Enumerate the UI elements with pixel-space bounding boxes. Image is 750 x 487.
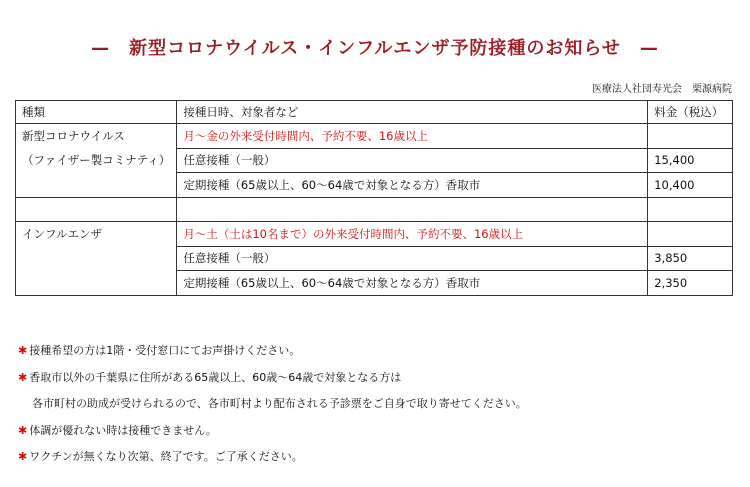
spacer-cell — [16, 197, 177, 222]
flu-routine-price: 2,350 — [648, 271, 733, 296]
note-item — [18, 444, 527, 471]
spacer-cell — [648, 197, 733, 222]
covid-optional-label: 任意接種（一般） — [177, 148, 648, 173]
header-price: 料金（税込） — [648, 101, 733, 124]
notes-section — [18, 338, 527, 471]
covid-schedule: 月～金の外来受付時間内、予約不要、16歳以上 — [177, 124, 648, 149]
table-header-row — [16, 101, 733, 124]
flu-optional-price: 3,850 — [648, 246, 733, 271]
flu-optional-label: 任意接種（一般） — [177, 246, 648, 271]
covid-routine-label: 定期接種（65歳以上、60～64歳で対象となる方）香取市 — [177, 173, 648, 198]
spacer-cell — [177, 197, 648, 222]
covid-type-blank — [16, 173, 177, 198]
table-row — [16, 124, 733, 149]
flu-type-label: インフルエンザ — [16, 222, 177, 247]
note-item — [18, 418, 527, 445]
note-text: 香取市以外の千葉県に住所がある65歳以上、60歳～64歳で対象となる方は — [29, 370, 402, 384]
covid-schedule-price — [648, 124, 733, 149]
header-details: 接種日時、対象者など — [177, 101, 648, 124]
organization-name: 医療法人社団寿光会 栗源病院 — [592, 84, 732, 95]
flu-schedule: 月～土（土は10名まで）の外来受付時間内、予約不要、16歳以上 — [177, 222, 648, 247]
asterisk-icon: ✱ — [18, 423, 28, 437]
covid-optional-price: 15,400 — [648, 148, 733, 173]
flu-type-blank — [16, 246, 177, 271]
asterisk-icon: ✱ — [18, 370, 28, 384]
note-text: 接種希望の方は1階・受付窓口にてお声掛けください。 — [29, 344, 301, 357]
header-type: 種類 — [16, 101, 177, 124]
covid-type-sublabel: （ファイザー製コミナティ） — [16, 148, 177, 173]
table-row-spacer — [16, 197, 733, 222]
note-text: 体調が優れない時は接種できません。 — [29, 423, 217, 437]
covid-type-label: 新型コロナウイルス — [16, 124, 177, 149]
note-item-continued — [18, 391, 527, 418]
asterisk-icon: ✱ — [18, 344, 28, 357]
flu-type-blank — [16, 271, 177, 296]
flu-routine-label: 定期接種（65歳以上、60～64歳で対象となる方）香取市 — [177, 271, 648, 296]
note-text: ワクチンが無くなり次第、終了です。ご了承ください。 — [29, 450, 303, 463]
vaccination-table — [15, 100, 733, 296]
asterisk-icon: ✱ — [18, 450, 28, 463]
flu-schedule-price — [648, 222, 733, 247]
note-item — [18, 338, 527, 365]
page-title: — 新型コロナウイルス・インフルエンザ予防接種のお知らせ — — [91, 38, 659, 59]
table-row — [16, 271, 733, 296]
covid-routine-price: 10,400 — [648, 173, 733, 198]
table-row — [16, 222, 733, 247]
table-row — [16, 173, 733, 198]
note-item — [18, 365, 527, 392]
note-text: 各市町村の助成が受けられるので、各市町村より配布される予診票をご自身で取り寄せてください。 — [32, 397, 527, 410]
table-row — [16, 148, 733, 173]
table-row — [16, 246, 733, 271]
